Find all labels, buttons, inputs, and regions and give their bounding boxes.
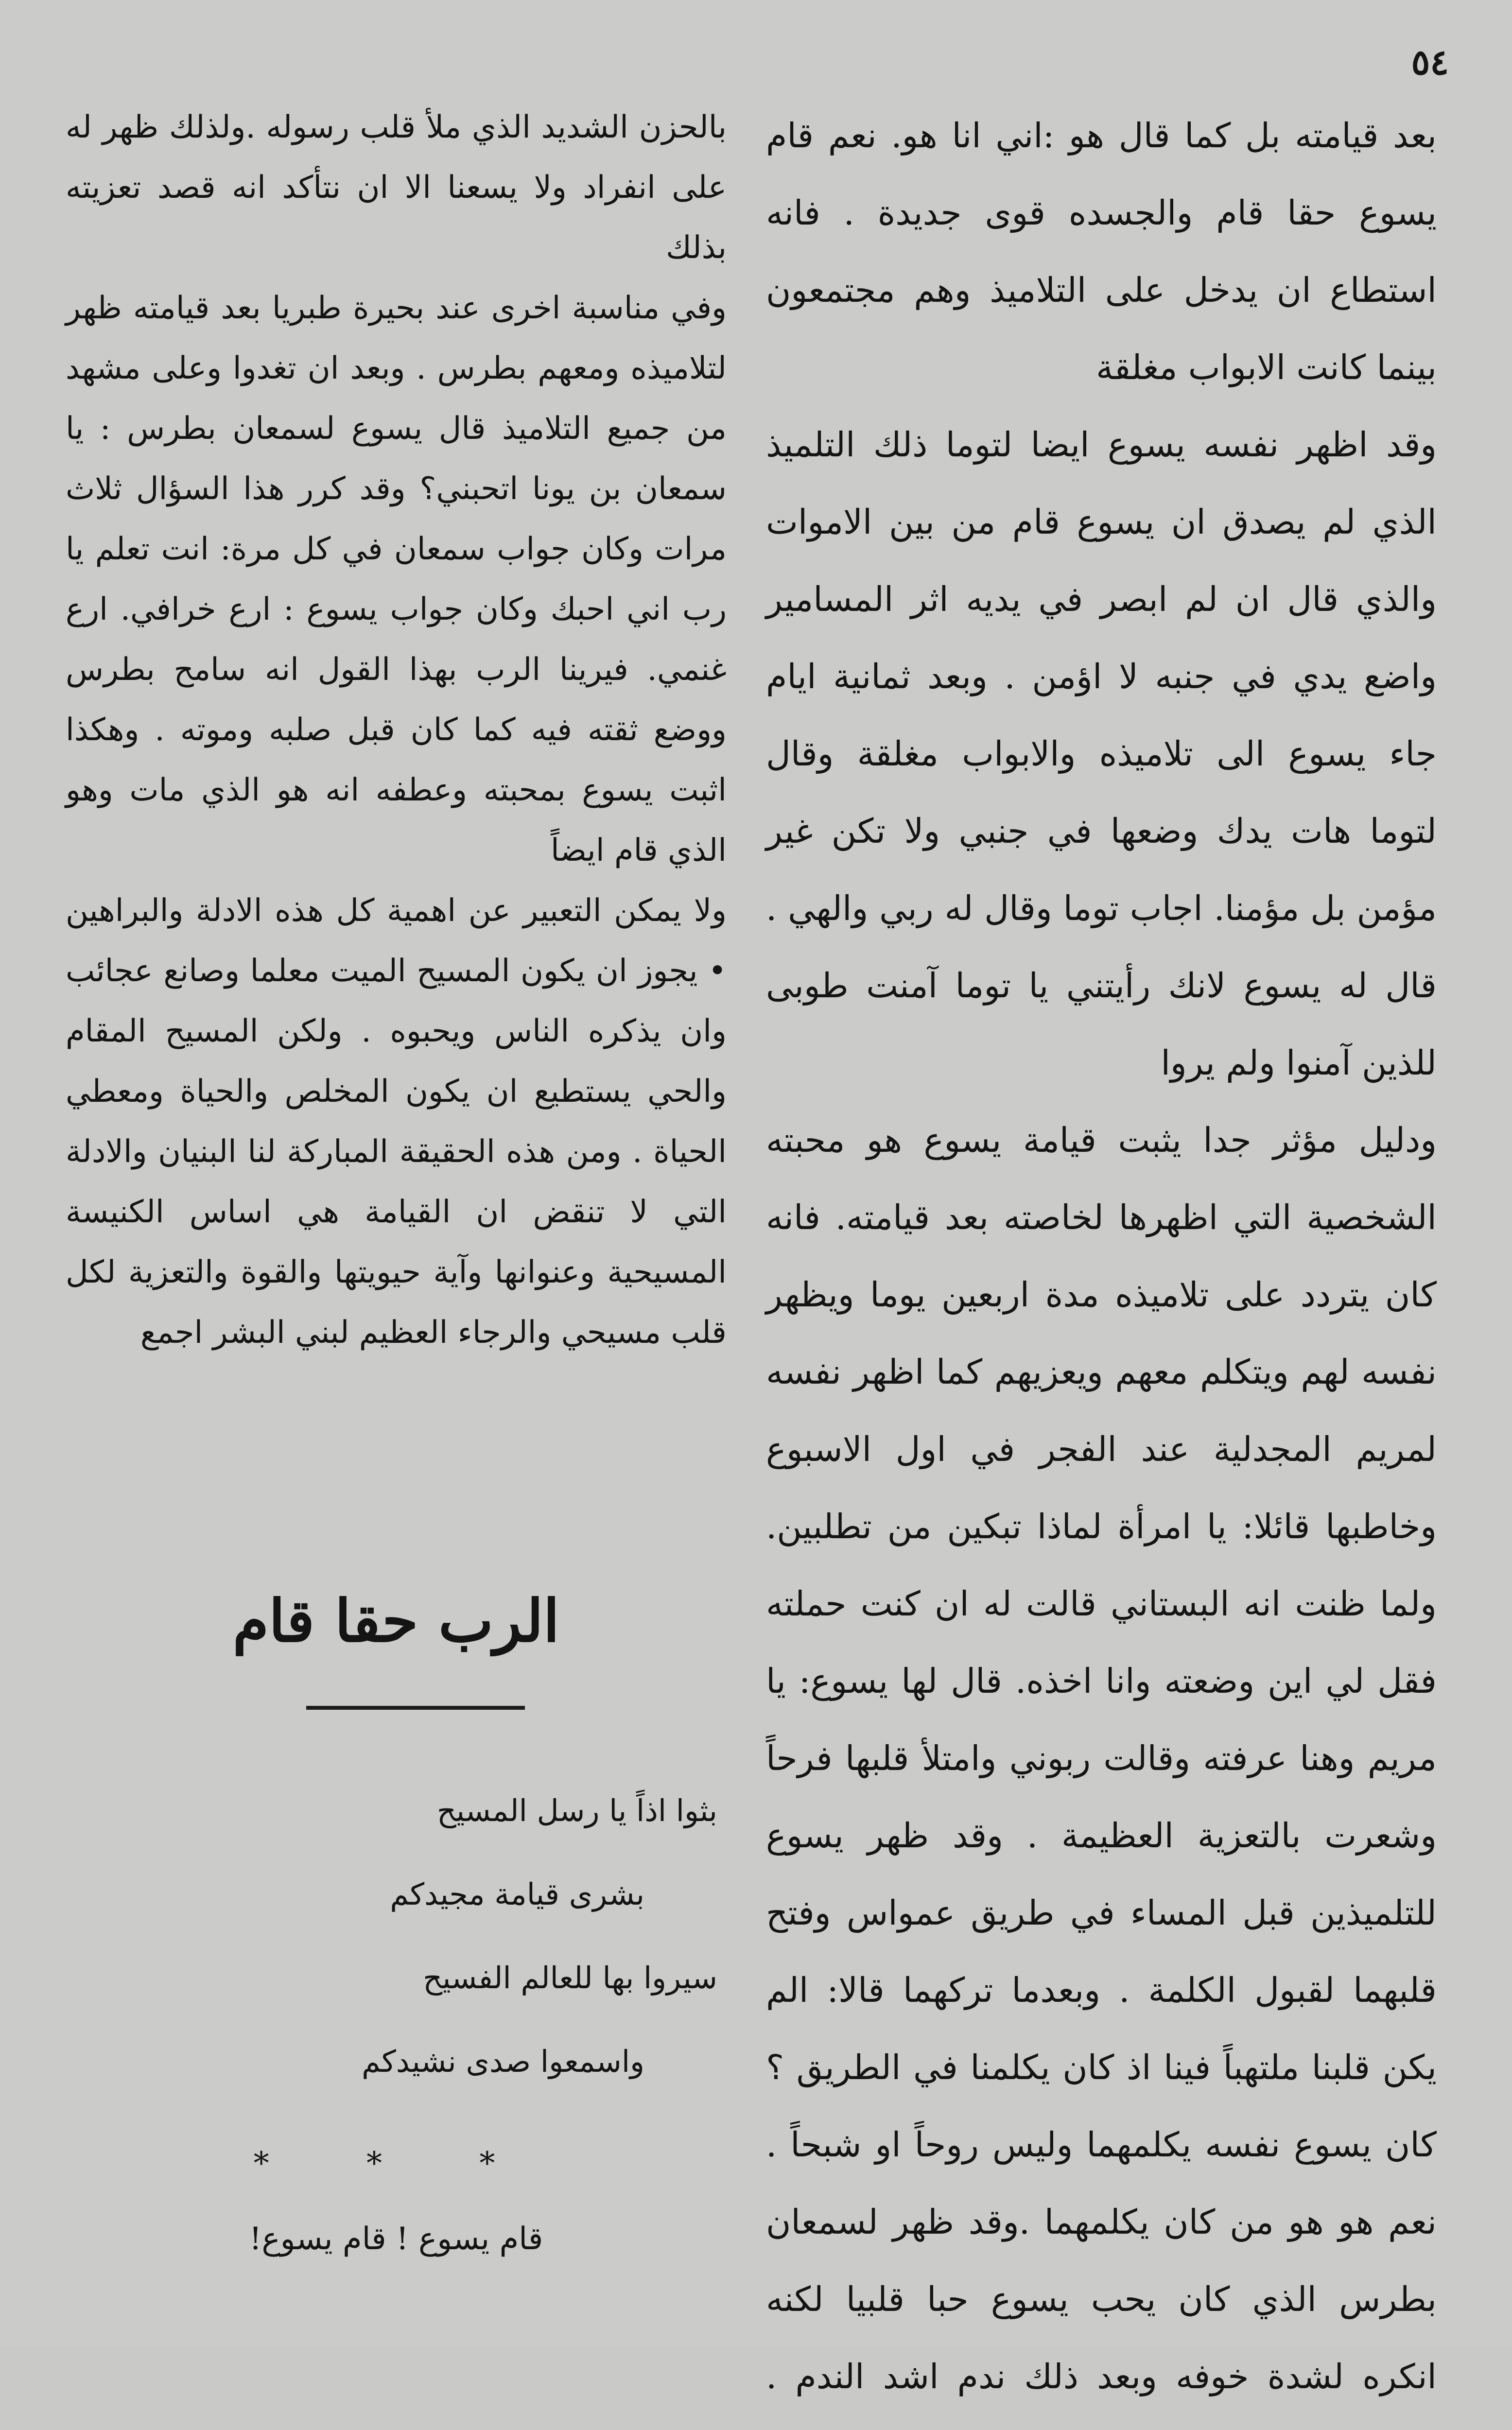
paragraph: بالحزن الشديد الذي ملأ قلب رسوله .ولذلك ظهر له على انفراد ولا يسعنا الا ان نتأكد انه قصد تعزيته بذلك [66, 109, 727, 266]
left-column [66, 97, 727, 1363]
paragraph: ودليل مؤثر جدا يثبت قيامة يسوع هو محبته الشخصية التي اظهرها لخاصته بعد قيامته. فانه كان يتردد على تلاميذه مدة اربعين يوما ويظهر نفسه لهم ويتكلم معهم ويعزيهم كما اظهر نفسه لمريم المجدلية عند الفجر في اول الاسبوع وخاطبها قائلا: يا امرأة لماذا تبكين من تطلبين. ولما ظنت انه البستاني قالت له ان كنت حملته فقل لي اين وضعته وانا اخذه. قال لها يسوع: يا مريم وهنا عرفته وقالت ربوني وامتلأ قلبها فرحاً وشعرت بالتعزية العظيمة . وقد ظهر يسوع للتلميذين قبل المساء في طريق عمواس وفتح قلبهما لقبول الكلمة . وبعدما تركهما قالا: الم يكن قلبنا ملتهباً فينا اذ كان يكلمنا في الطريق ؟ كان يسوع نفسه يكلمهما وليس روحاً او شبحاً . نعم هو هو من كان يكلمهما .وقد ظهر لسمعان بطرس الذي كان يحب يسوع حبا قلبيا لكنه انكره لشدة خوفه وبعد ذلك ندم اشد الندم . [766, 1120, 1437, 2396]
paragraph: وفي مناسبة اخرى عند بحيرة طبريا بعد قيامته ظهر لتلاميذه ومعهم بطرس . وبعد ان تغدوا وعلى مشهد من جميع التلاميذ قال يسوع لسمعان بطرس : يا سمعان بن يونا اتحبني؟ وقد كرر هذا السؤال ثلاث مرات وكان جواب سمعان في كل مرة: انت تعلم يا رب اني احبك وكان جواب يسوع : ارع خرافي. ارع غنمي. فيرينا الرب بهذا القول انه سامح بطرس ووضع ثقته فيه كما كان قبل صلبه وموته . وهكذا اثبت يسوع بمحبته وعطفه انه هو الذي مات وهو الذي قام ايضاً [66, 290, 727, 868]
poem-line: بشرى قيامة مجيدكم [390, 1876, 644, 1912]
paragraph: وقد اظهر نفسه يسوع ايضا لتوما ذلك التلميذ الذي لم يصدق ان يسوع قام من بين الاموات والذي قال ان لم ابصر في يديه اثر المسامير واضع يدي في جنبه لا اؤمن . وبعد ثمانية ايام جاء يسوع الى تلاميذه والابواب مغلقة وقال لتوما هات يدك وضعها في جنبي ولا تكن غير مؤمن بل مؤمنا. اجاب توما وقال له ربي والهي . قال له يسوع لانك رأيتني يا توما آمنت طوبى للذين آمنوا ولم يروا [766, 425, 1437, 1083]
poem-line: واسمعوا صدى نشيدكم [362, 2044, 644, 2079]
paragraph: بعد قيامته بل كما قال هو :اني انا هو. نعم قام يسوع حقا قام والجسده قوى جديدة . فانه استطاع ان يدخل على التلاميذ وهم مجتمعون بينما كانت الابواب مغلقة [766, 116, 1437, 387]
poem [231, 1769, 717, 2103]
poem-title: الرب حقا قام [232, 1587, 560, 1655]
right-column [766, 97, 1437, 2430]
poem-line: بثوا اذاً يا رسل المسيح [436, 1793, 717, 1828]
divider [306, 1706, 525, 1710]
closing-line: قام يسوع ! قام يسوع! [249, 2221, 543, 2257]
star-separator: * * * [253, 2146, 539, 2182]
paragraph: ولا يمكن التعبير عن اهمية كل هذه الادلة والبراهين • يجوز ان يكون المسيح الميت معلما وصانع عجائب وان يذكره الناس ويحبوه . ولكن المسيح المقام والحي يستطيع ان يكون المخلص والحياة ومعطي الحياة . ومن هذه الحقيقة المباركة لنا البنيان والادلة التي لا تنقض ان القيامة هي اساس الكنيسة المسيحية وعنوانها وآية حيويتها والقوة والتعزية لكل قلب مسيحي والرجاء العظيم لبني البشر اجمع [66, 893, 727, 1351]
poem-line: سيروا بها للعالم الفسيح [423, 1960, 717, 1996]
page-number: ٥٤ [1411, 41, 1449, 83]
